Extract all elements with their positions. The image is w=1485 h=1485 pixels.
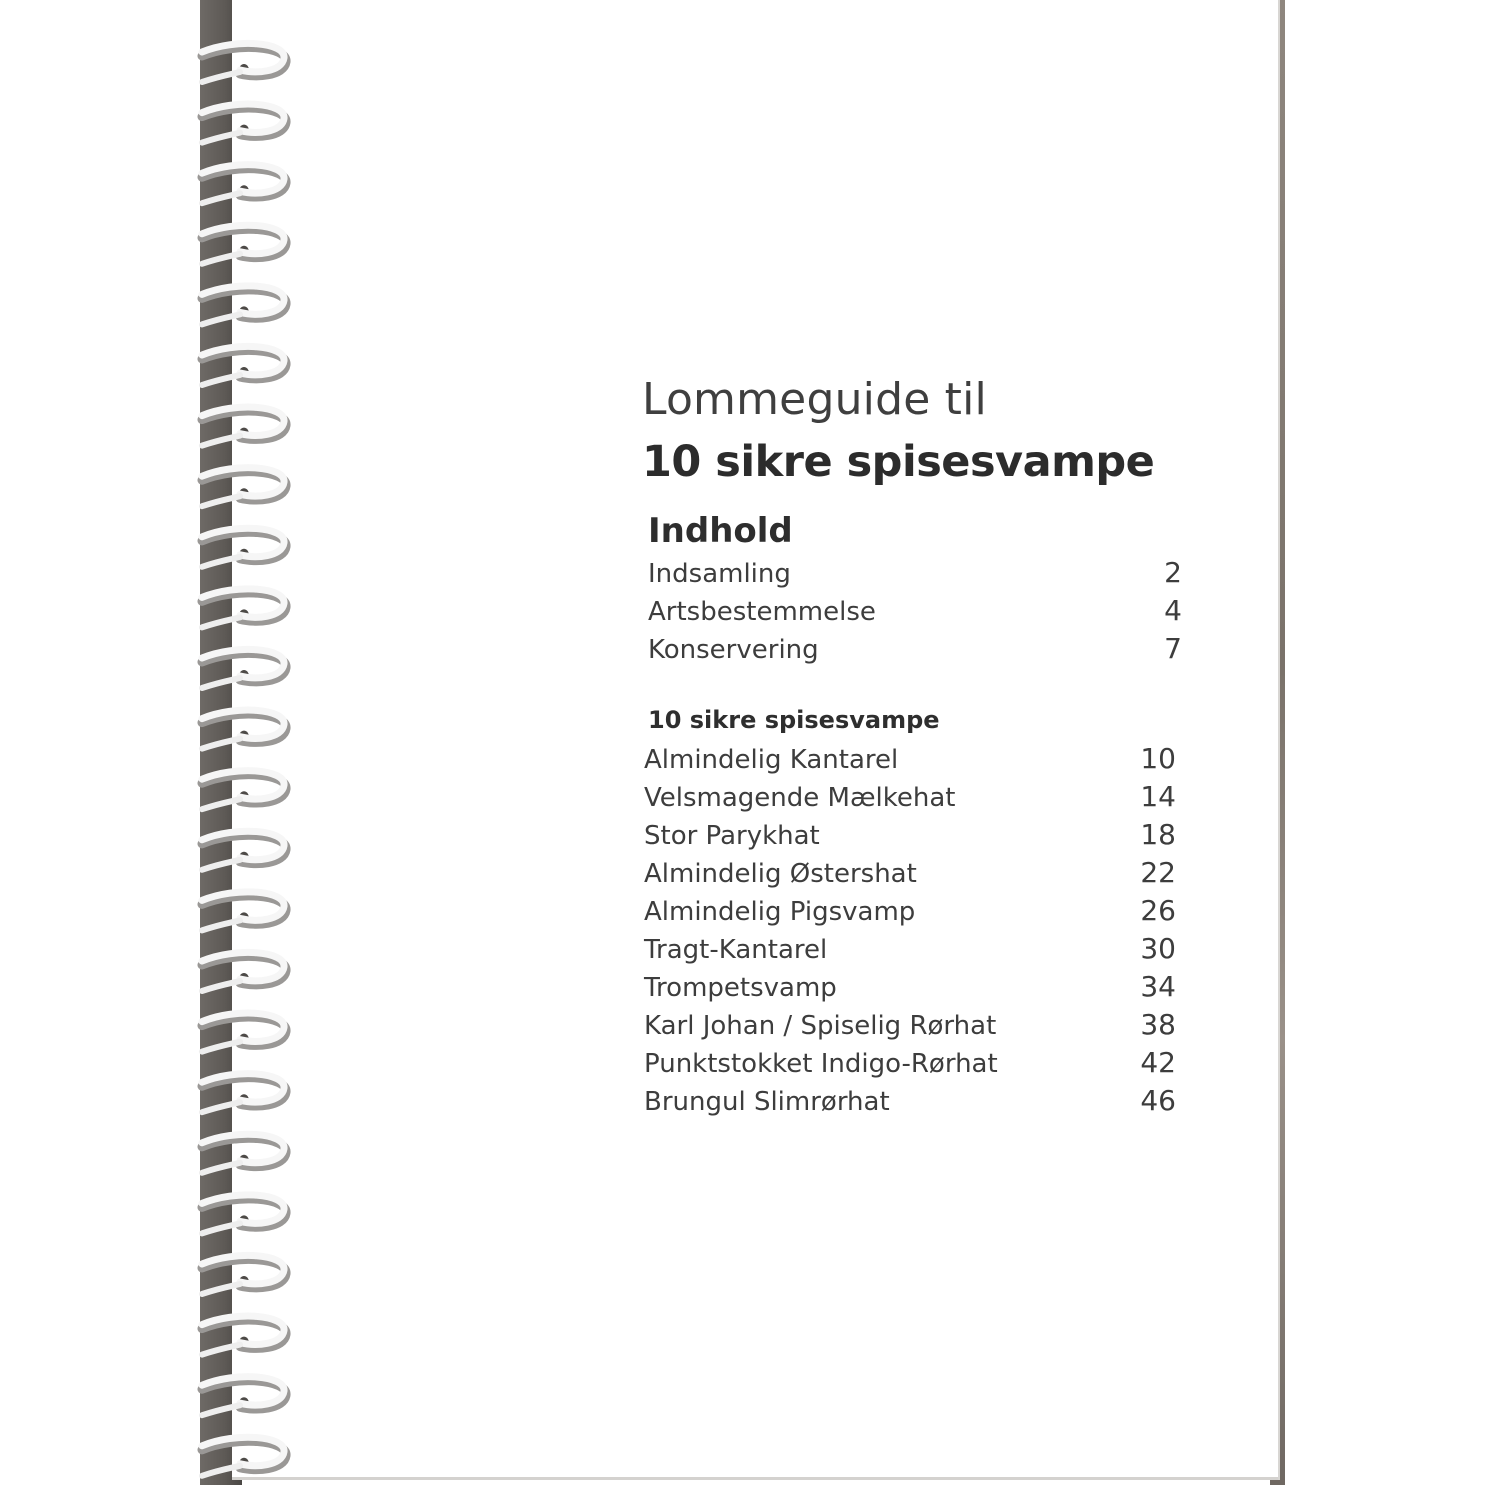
spiral-coil (202, 1316, 286, 1355)
spiral-coil (202, 1377, 286, 1416)
toc-label: Tragt-Kantarel (644, 935, 828, 965)
toc-label: Indsamling (648, 559, 791, 589)
title-line-2: 10 sikre spisesvampe (642, 437, 1155, 487)
spiral-coil (202, 104, 286, 143)
title-line-1: Lommeguide til (642, 374, 987, 425)
spiral-coil (202, 1074, 286, 1113)
toc-page-number: 38 (1140, 1008, 1176, 1041)
toc-page-number: 18 (1140, 818, 1176, 851)
contents-heading: Indhold (648, 511, 793, 551)
toc-label: Almindelig Østershat (644, 859, 917, 889)
spiral-coil (202, 1195, 286, 1234)
toc-label: Brungul Slimrørhat (644, 1087, 890, 1117)
spiral-coil (202, 528, 286, 567)
toc-row (644, 1006, 1176, 1044)
toc-label: Almindelig Kantarel (644, 745, 899, 775)
spiral-coil (202, 1437, 286, 1476)
spiral-coil (202, 346, 286, 385)
toc-label: Punktstokket Indigo-Rørhat (644, 1049, 998, 1079)
species-heading: 10 sikre spisesvampe (648, 706, 940, 734)
toc-label: Stor Parykhat (644, 821, 820, 851)
spiral-coil (202, 43, 286, 82)
toc-row (648, 630, 1182, 668)
spiral-coil (202, 589, 286, 628)
toc-page-number: 46 (1140, 1084, 1176, 1117)
spiral-coil (202, 710, 286, 749)
toc-row (644, 930, 1176, 968)
toc-label: Konservering (648, 635, 819, 665)
toc-row (644, 816, 1176, 854)
spiral-coil (202, 831, 286, 870)
species-list (644, 740, 1176, 1120)
toc-page-number: 14 (1140, 780, 1176, 813)
spiral-coil (202, 165, 286, 204)
toc-label: Almindelig Pigsvamp (644, 897, 916, 927)
toc-page-number: 34 (1140, 970, 1176, 1003)
toc-row (644, 740, 1176, 778)
table-of-contents (642, 372, 1182, 1120)
toc-label: Artsbestemmelse (648, 597, 876, 627)
spiral-coil (202, 952, 286, 991)
toc-page-number: 26 (1140, 894, 1176, 927)
toc-page-number: 4 (1164, 594, 1182, 627)
spiral-coil (202, 468, 286, 507)
toc-row (648, 592, 1182, 630)
spiral-coil (202, 225, 286, 264)
toc-label: Trompetsvamp (644, 973, 837, 1003)
spiral-coil (202, 1134, 286, 1173)
spiral-coil (202, 649, 286, 688)
spiral-binding (196, 0, 296, 1485)
spiral-coil (202, 771, 286, 810)
spiral-coil (202, 892, 286, 931)
toc-row (644, 1082, 1176, 1120)
toc-page-number: 2 (1164, 556, 1182, 589)
toc-row (644, 1044, 1176, 1082)
toc-page-number: 7 (1164, 632, 1182, 665)
spiral-coil (202, 1013, 286, 1052)
spiral-coil (202, 407, 286, 446)
spiral-coil (202, 286, 286, 325)
toc-label: Karl Johan / Spiselig Rørhat (644, 1011, 997, 1041)
toc-row (644, 854, 1176, 892)
toc-label: Velsmagende Mælkehat (644, 783, 956, 813)
toc-row (644, 968, 1176, 1006)
toc-page-number: 30 (1140, 932, 1176, 965)
toc-page-number: 10 (1140, 742, 1176, 775)
contents-list (648, 554, 1182, 668)
toc-row (644, 778, 1176, 816)
toc-row (644, 892, 1176, 930)
spiral-coil (202, 1255, 286, 1294)
toc-page-number: 22 (1140, 856, 1176, 889)
toc-row (648, 554, 1182, 592)
toc-page-number: 42 (1140, 1046, 1176, 1079)
